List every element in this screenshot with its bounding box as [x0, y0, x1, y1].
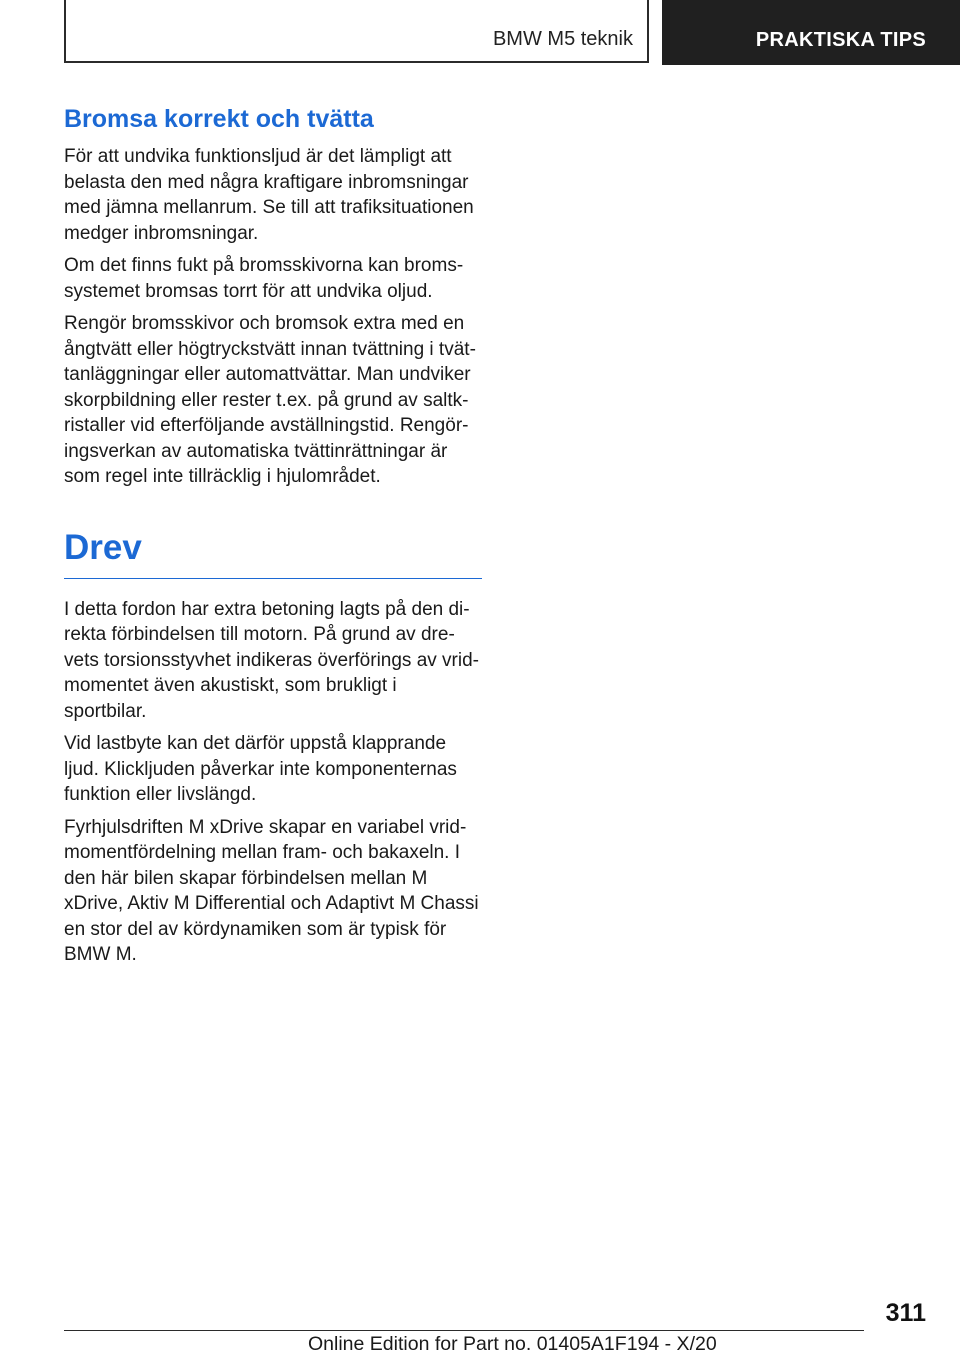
page-number: 311	[885, 1299, 926, 1327]
section-heading-brakes: Bromsa korrekt och tvätta	[64, 105, 374, 133]
paragraph: Om det finns fukt på bromsskivorna kan bromssystemet bromsas torrt för att undvika oljud.	[64, 255, 464, 302]
footer-edition: Online Edition for Part no. 01405A1F194 - X/20	[308, 1333, 717, 1355]
paragraph: Vid lastbyte kan det därför uppstå klapprande ljud. Klickljuden påverkar inte komponenternas funktion eller livslängd.	[64, 733, 457, 805]
paragraph: För att undvika funktionsljud är det lämpligt att belasta den med några kraftigare inbromsningar med jämna mellanrum. Se till att trafiksituationen medger inbromsningar.	[64, 146, 474, 244]
paragraph: Fyrhjulsdriften M xDrive skapar en variabel vridmomentfördelning mellan fram- och bakaxeln. I den här bilen skapar förbindelsen mellan M xDrive, Aktiv M Differential och Adaptivt M Chassi en stor del av kördynamiken som är typisk för BMW M.	[64, 816, 479, 965]
main-content	[64, 100, 482, 975]
header-section-tab	[662, 0, 960, 65]
section-heading-drev: Drev	[64, 527, 142, 567]
heading-divider	[64, 578, 482, 579]
header-title: BMW M5 teknik	[492, 28, 633, 50]
paragraph: I detta fordon har extra betoning lagts på den direkta förbindelsen till motorn. På grund av drevets torsionsstyvhet indikeras överförings av vridmomentet även akustiskt, som brukligt i sportbilar.	[64, 598, 479, 722]
footer-divider	[64, 1330, 864, 1331]
header-section-label: PRAKTISKA TIPS	[755, 29, 926, 51]
paragraph: Rengör bromsskivor och bromsok extra med en ångtvätt eller högtryckstvätt innan tvättning i tvättanläggningar eller automattvättar. Man undviker skorpbildning eller rester t.ex. på grund av saltkristaller vid efterföljande avställningstid. Rengöringsverkan av automatiska tvättinrättningar är som regel inte tillräcklig i hjulområdet.	[64, 313, 476, 487]
header-title-box	[64, 0, 649, 63]
